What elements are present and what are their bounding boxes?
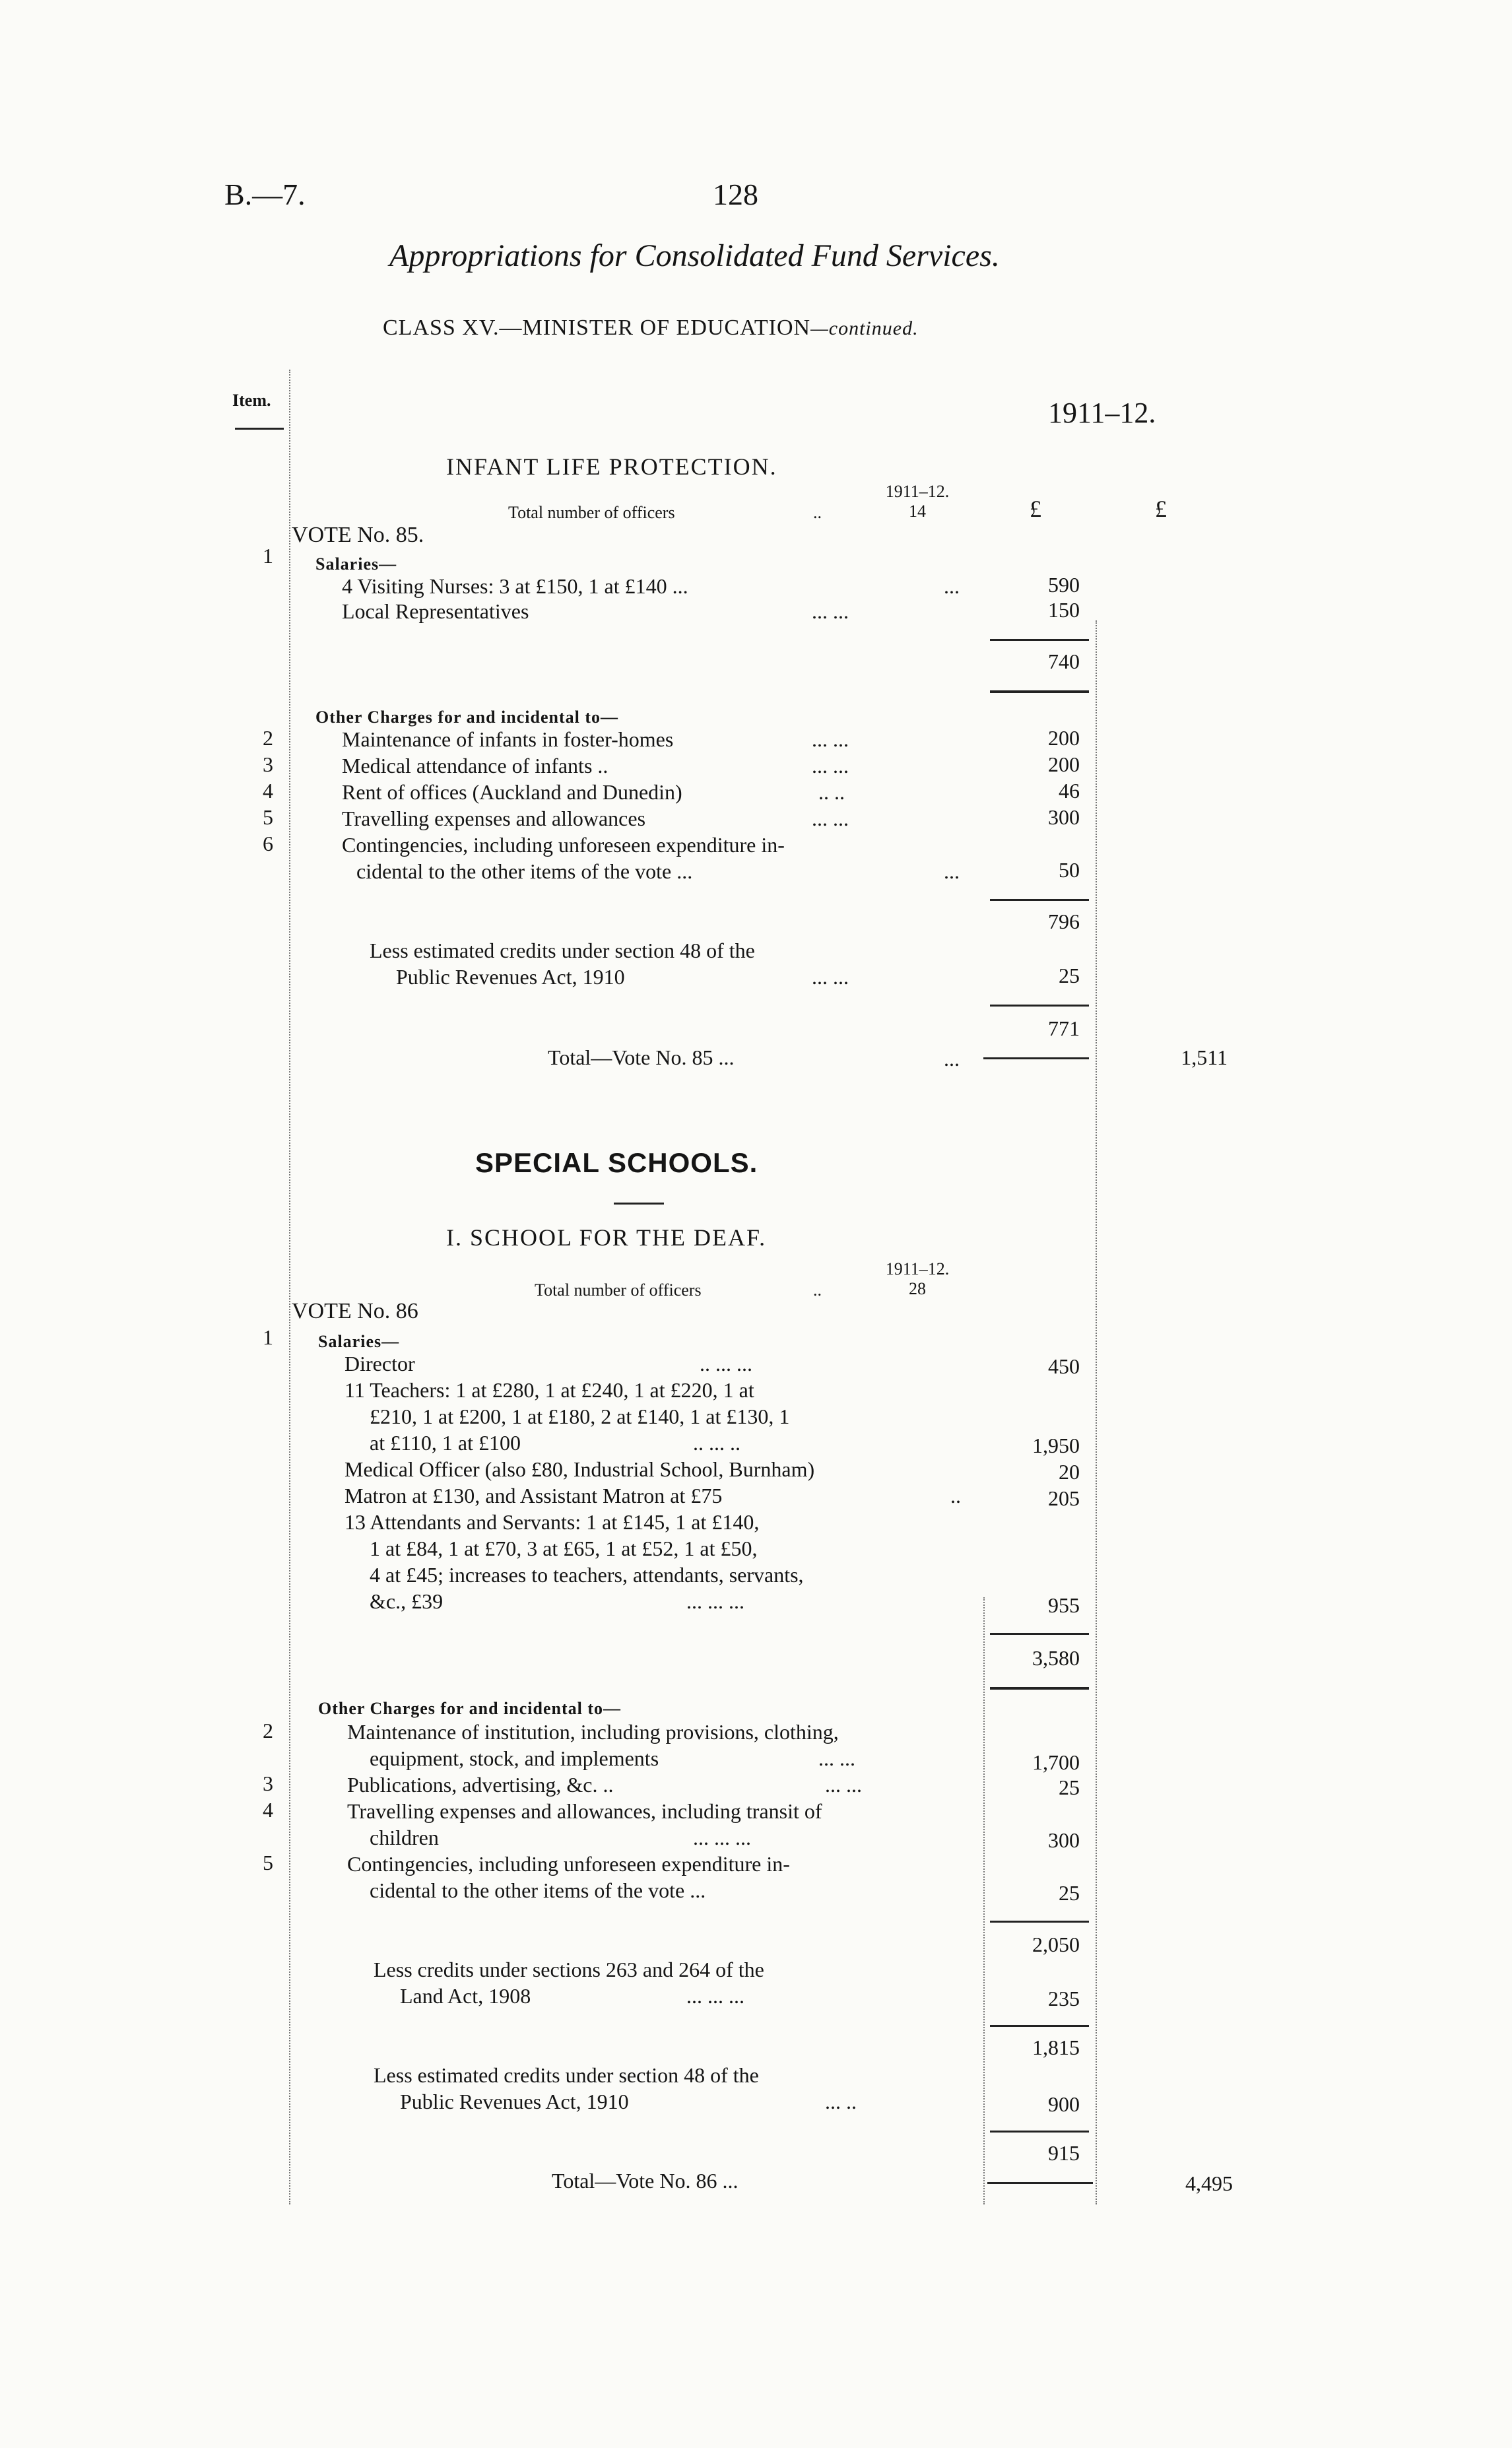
publications-amount: 25 xyxy=(1059,1775,1080,1799)
vote-86-total-label: Total—Vote No. 86 ... xyxy=(552,2169,739,2193)
item-column-rule xyxy=(289,370,290,2204)
charges-subtotal: 796 xyxy=(1048,910,1080,933)
director-amount: 450 xyxy=(1048,1354,1080,1378)
charge-amount: 300 xyxy=(1048,805,1080,829)
page-number: 128 xyxy=(713,178,758,211)
class-heading-suffix: —continued. xyxy=(810,317,919,339)
salary-line: Medical Officer (also £80, Industrial School, Burnham) xyxy=(345,1457,815,1481)
salary-line: 4 at £45; increases to teachers, attendants, servants, xyxy=(370,1563,804,1587)
less-credits-line-continued: Land Act, 1908 xyxy=(400,1984,531,2008)
subtotal-double-rule xyxy=(990,1687,1089,1690)
charge-line: children xyxy=(370,1826,439,1849)
pound-total-header: £ xyxy=(1155,496,1167,522)
subtotal-rule xyxy=(990,1633,1089,1635)
salary-line: at £110, 1 at £100 xyxy=(370,1431,521,1455)
deaf-officers-year-label: 1911–12. xyxy=(885,1259,950,1278)
item-column-header: Item. xyxy=(232,391,271,410)
total-rule xyxy=(987,2182,1093,2184)
page-title: Appropriations for Consolidated Fund Services. xyxy=(389,238,1000,273)
leader-dots: ... ... xyxy=(812,754,849,777)
deaf-officers-count: 28 xyxy=(909,1279,926,1298)
teachers-amount: 1,950 xyxy=(1032,1434,1080,1457)
class-heading xyxy=(383,315,919,341)
leader-dots: .. .. xyxy=(818,780,845,804)
total-rule xyxy=(983,1057,1089,1059)
vote-86-total-amount: 4,495 xyxy=(1185,2171,1233,2195)
leader-dots: ... .. xyxy=(825,2090,857,2113)
infant-section-title: INFANT LIFE PROTECTION. xyxy=(446,453,777,480)
deaf-officers-year xyxy=(878,1259,957,1299)
charge-amount: 200 xyxy=(1048,726,1080,750)
charge-line: Rent of offices (Auckland and Dunedin) xyxy=(342,780,682,804)
salary-line: £210, 1 at £200, 1 at £180, 2 at £140, 1 at £130, 1 xyxy=(370,1405,790,1428)
vote-85-total-label: Total—Vote No. 85 ... xyxy=(548,1045,735,1069)
item-number: 2 xyxy=(263,726,273,750)
leader-dots: ... ... xyxy=(812,599,849,623)
item-header-rule xyxy=(235,428,284,430)
amount-column-rule xyxy=(1096,620,1097,2204)
item-number: 4 xyxy=(263,1798,273,1822)
infant-officers-dots: .. xyxy=(813,503,822,522)
less-credits-line: Less estimated credits under section 48 of the xyxy=(370,939,755,962)
charge-line: equipment, stock, and implements xyxy=(370,1746,659,1770)
item-number: 1 xyxy=(263,1325,273,1349)
salary-line: 1 at £84, 1 at £70, 3 at £65, 1 at £52, 1 at £50, xyxy=(370,1537,758,1560)
less-credits-amount: 25 xyxy=(1059,964,1080,987)
infant-officers-label: Total number of officers xyxy=(508,503,675,522)
leader-dots: ... ... xyxy=(825,1773,862,1797)
net-amount: 915 xyxy=(1048,2141,1080,2165)
subtotal-rule xyxy=(990,2025,1089,2027)
matron-amount: 205 xyxy=(1048,1486,1080,1510)
leader-dots: ... ... xyxy=(812,965,849,989)
school-deaf-title: I. SCHOOL FOR THE DEAF. xyxy=(446,1224,767,1251)
charge-line: Travelling expenses and allowances, including transit of xyxy=(347,1799,822,1823)
vote-86-heading: VOTE No. 86 xyxy=(292,1299,418,1323)
charge-line: Maintenance of infants in foster-homes xyxy=(342,727,674,751)
charge-line-continued: cidental to the other items of the vote ... xyxy=(356,859,693,883)
charge-line: Contingencies, including unforeseen expenditure in- xyxy=(347,1852,790,1876)
other-charges-heading: Other Charges for and incidental to— xyxy=(318,1699,621,1718)
salaries-subtotal: 740 xyxy=(1048,649,1080,673)
salary-line: Matron at £130, and Assistant Matron at £75 xyxy=(345,1484,723,1507)
subtotal-rule xyxy=(990,1005,1089,1007)
other-charges-heading: Other Charges for and incidental to— xyxy=(315,708,618,727)
charge-line: cidental to the other items of the vote ... xyxy=(370,1878,706,1902)
leader-dots: .. ... .. xyxy=(693,1431,740,1455)
less-credits-line-continued: Public Revenues Act, 1910 xyxy=(400,2090,629,2113)
item-number: 4 xyxy=(263,779,273,803)
pound-sub-header: £ xyxy=(1030,496,1041,522)
travelling-amount: 300 xyxy=(1048,1828,1080,1852)
charge-amount: 46 xyxy=(1059,779,1080,803)
charge-line: Maintenance of institution, including provisions, clothing, xyxy=(347,1720,839,1744)
item-number: 1 xyxy=(263,544,273,568)
infant-officers-count: 14 xyxy=(909,502,926,521)
item-number: 3 xyxy=(263,752,273,776)
vote-85-total-amount: 1,511 xyxy=(1181,1045,1228,1069)
subtotal-rule xyxy=(990,1921,1089,1923)
leader-dots: .. xyxy=(950,1484,961,1507)
vote-85-heading: VOTE No. 85. xyxy=(292,523,424,547)
salary-amount: 590 xyxy=(1048,573,1080,597)
leader-dots: ... xyxy=(944,574,960,598)
less-credits-amount: 235 xyxy=(1048,1987,1080,2010)
less-credits-line: Less estimated credits under section 48 of the xyxy=(374,2063,759,2087)
less-credits-line: Less credits under sections 263 and 264 of the xyxy=(374,1958,764,1981)
attendants-amount: 955 xyxy=(1048,1593,1080,1617)
charge-amount: 200 xyxy=(1048,752,1080,776)
item-number: 2 xyxy=(263,1719,273,1742)
leader-dots: ... ... ... xyxy=(686,1589,744,1613)
charge-amount: 50 xyxy=(1059,858,1080,882)
after-land-credits-amount: 1,815 xyxy=(1032,2035,1080,2059)
subtotal-double-rule xyxy=(990,690,1089,693)
salary-line: 4 Visiting Nurses: 3 at £150, 1 at £140 ... xyxy=(342,574,688,598)
charge-line: Travelling expenses and allowances xyxy=(342,807,646,830)
subtotal-rule xyxy=(990,639,1089,641)
leader-dots: ... ... xyxy=(812,727,849,751)
medical-officer-amount: 20 xyxy=(1059,1460,1080,1484)
salaries-heading: Salaries— xyxy=(315,554,397,574)
charges-subtotal: 2,050 xyxy=(1032,1933,1080,1956)
special-schools-heading: SPECIAL SCHOOLS. xyxy=(475,1147,758,1178)
infant-officers-year-label: 1911–12. xyxy=(885,482,950,501)
class-heading-text: CLASS XV.—MINISTER OF EDUCATION xyxy=(383,315,811,340)
salary-line: Director xyxy=(345,1352,415,1375)
leader-dots: ... ... ... xyxy=(686,1984,744,2008)
leader-dots: .. ... ... xyxy=(700,1352,752,1375)
salary-line: &c., £39 xyxy=(370,1589,444,1613)
net-amount: 771 xyxy=(1048,1016,1080,1040)
item-number: 3 xyxy=(263,1771,273,1795)
charge-line: Medical attendance of infants .. xyxy=(342,754,608,777)
salary-line: Local Representatives xyxy=(342,599,529,623)
infant-officers-year xyxy=(878,482,957,521)
charge-line: Publications, advertising, &c. .. xyxy=(347,1773,614,1797)
leader-dots: ... ... xyxy=(818,1746,855,1770)
maintenance-amount: 1,700 xyxy=(1032,1750,1080,1774)
deaf-officers-label: Total number of officers xyxy=(535,1280,702,1300)
subtotal-rule xyxy=(990,2131,1089,2133)
item-number: 6 xyxy=(263,832,273,855)
deaf-officers-dots: .. xyxy=(813,1280,822,1300)
less-credits-amount: 900 xyxy=(1048,2092,1080,2116)
leader-dots: ... ... ... xyxy=(693,1826,751,1849)
special-schools-rule xyxy=(614,1203,664,1205)
salaries-subtotal: 3,580 xyxy=(1032,1646,1080,1670)
leader-dots: ... ... xyxy=(812,807,849,830)
contingencies-amount: 25 xyxy=(1059,1881,1080,1905)
salary-line: 13 Attendants and Servants: 1 at £145, 1 at £140, xyxy=(345,1510,760,1534)
charge-line: Contingencies, including unforeseen expenditure in- xyxy=(342,833,785,857)
year-column-header: 1911–12. xyxy=(1048,397,1156,429)
item-number: 5 xyxy=(263,1851,273,1874)
salaries-heading: Salaries— xyxy=(318,1332,400,1351)
salary-line: 11 Teachers: 1 at £280, 1 at £240, 1 at £220, 1 at xyxy=(345,1378,754,1402)
subtotal-rule xyxy=(990,899,1089,901)
leader-dots: ... xyxy=(944,859,960,883)
less-credits-line-continued: Public Revenues Act, 1910 xyxy=(396,965,625,989)
document-code: B.—7. xyxy=(224,178,306,211)
leader-dots: ... xyxy=(944,1047,960,1071)
item-number: 5 xyxy=(263,805,273,829)
salary-amount: 150 xyxy=(1048,598,1080,622)
